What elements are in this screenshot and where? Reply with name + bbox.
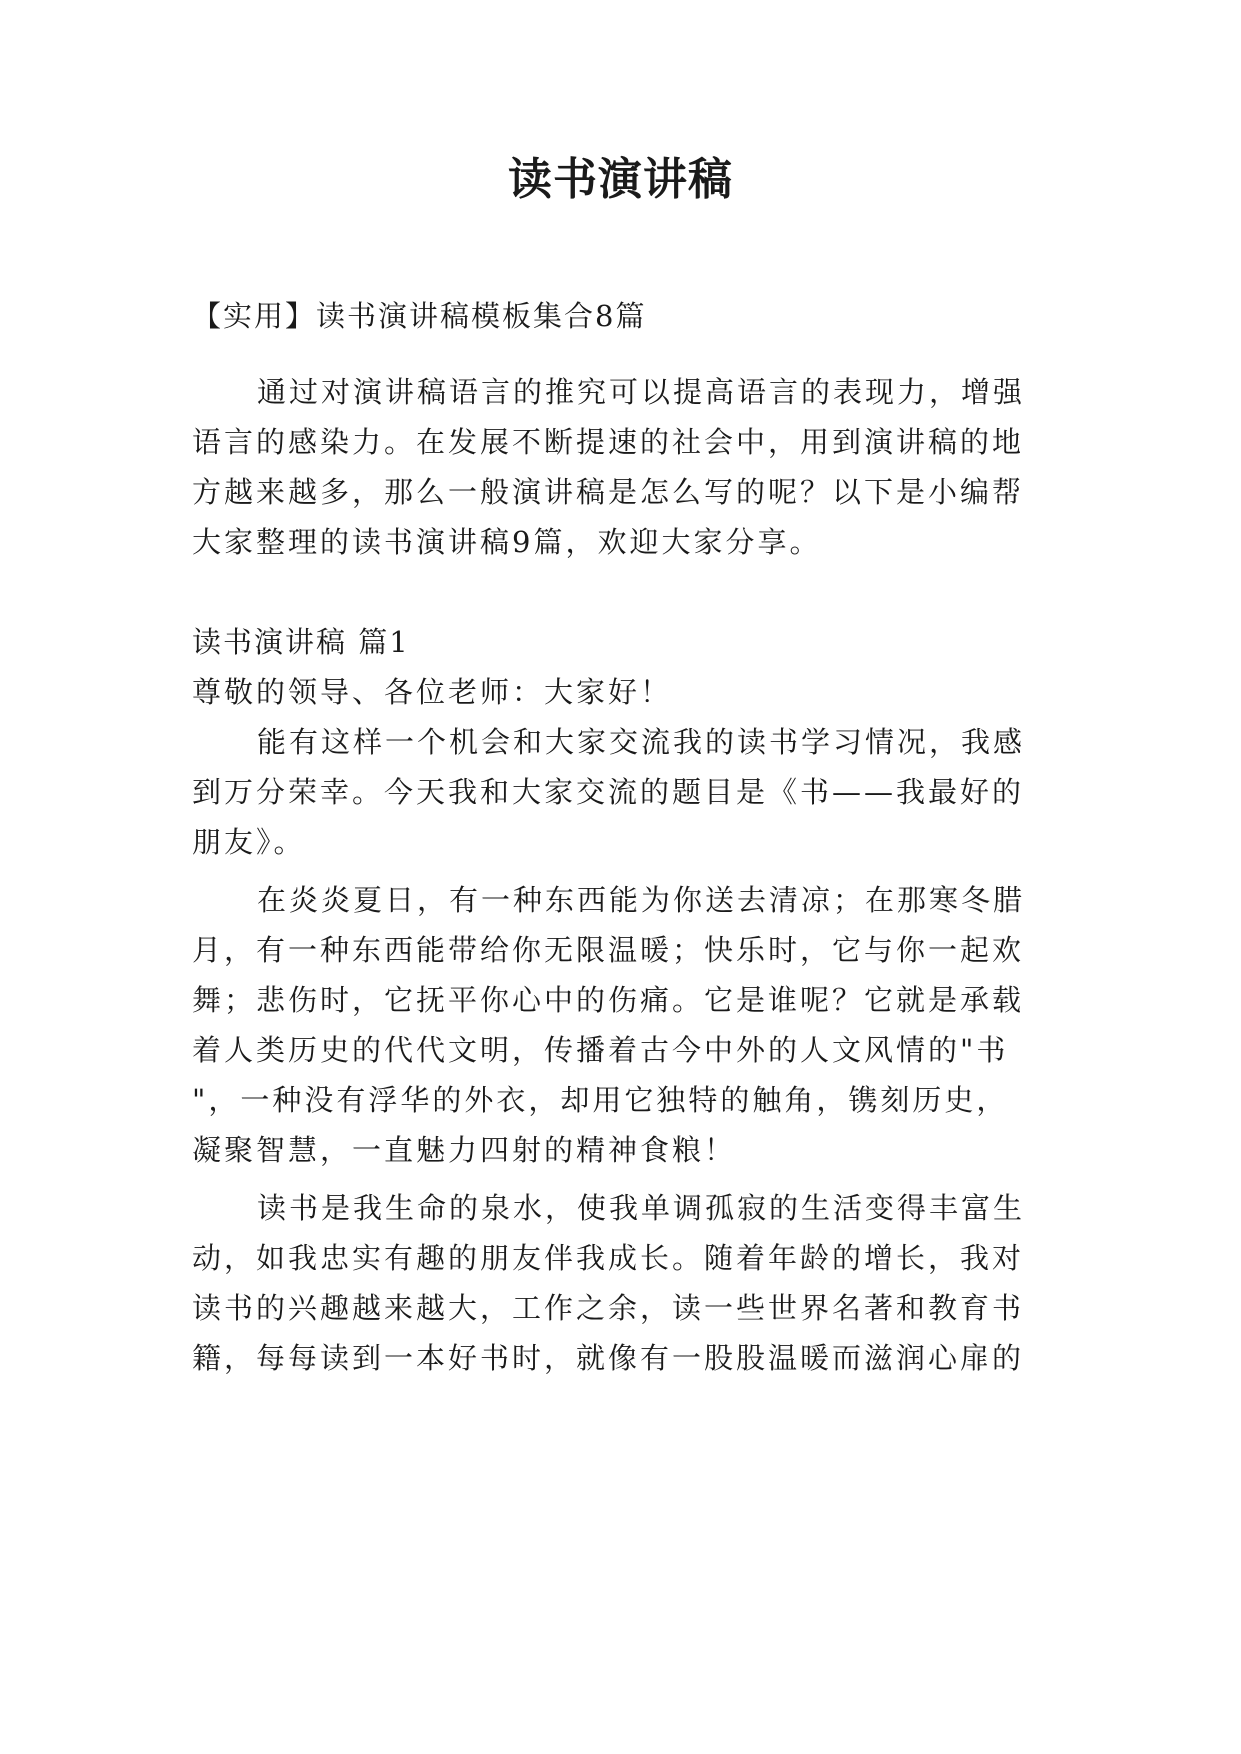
section-heading: 读书演讲稿 篇1 — [192, 625, 410, 659]
para2-line: 凝聚智慧，一直魅力四射的精神食粮！ — [192, 1133, 737, 1167]
para2-line: 着人类历史的代代文明，传播着古今中外的人文风情的"书 — [192, 1033, 1009, 1067]
para1-line: 到万分荣幸。今天我和大家交流的题目是《书——我最好的 — [192, 775, 1025, 809]
intro-line: 通过对演讲稿语言的推究可以提高语言的表现力，增强 — [257, 375, 1026, 409]
intro-line: 方越来越多，那么一般演讲稿是怎么写的呢？以下是小编帮 — [192, 475, 1025, 509]
para3-line: 读书的兴趣越来越大，工作之余，读一些世界名著和教育书 — [192, 1291, 1025, 1325]
document-subtitle: 【实用】读书演讲稿模板集合8篇 — [192, 299, 647, 333]
document-title: 读书演讲稿 — [508, 154, 733, 205]
para2-line: "，一种没有浮华的外衣，却用它独特的触角，镌刻历史， — [192, 1083, 1009, 1117]
intro-line: 语言的感染力。在发展不断提速的社会中，用到演讲稿的地 — [192, 425, 1025, 459]
para1-line: 能有这样一个机会和大家交流我的读书学习情况，我感 — [257, 725, 1026, 759]
para1-line: 朋友》。 — [192, 825, 306, 859]
para3-line: 籍，每每读到一本好书时，就像有一股股温暖而滋润心扉的 — [192, 1341, 1025, 1375]
para2-line: 舞；悲伤时，它抚平你心中的伤痛。它是谁呢？它就是承载 — [192, 983, 1025, 1017]
greeting: 尊敬的领导、各位老师：大家好！ — [192, 675, 673, 709]
para2-line: 月，有一种东西能带给你无限温暖；快乐时，它与你一起欢 — [192, 933, 1025, 967]
intro-line: 大家整理的读书演讲稿9篇，欢迎大家分享。 — [192, 525, 822, 559]
para2-line: 在炎炎夏日，有一种东西能为你送去清凉；在那寒冬腊 — [257, 883, 1026, 917]
para3-line: 读书是我生命的泉水，使我单调孤寂的生活变得丰富生 — [257, 1191, 1026, 1225]
para3-line: 动，如我忠实有趣的朋友伴我成长。随着年龄的增长，我对 — [192, 1241, 1025, 1275]
